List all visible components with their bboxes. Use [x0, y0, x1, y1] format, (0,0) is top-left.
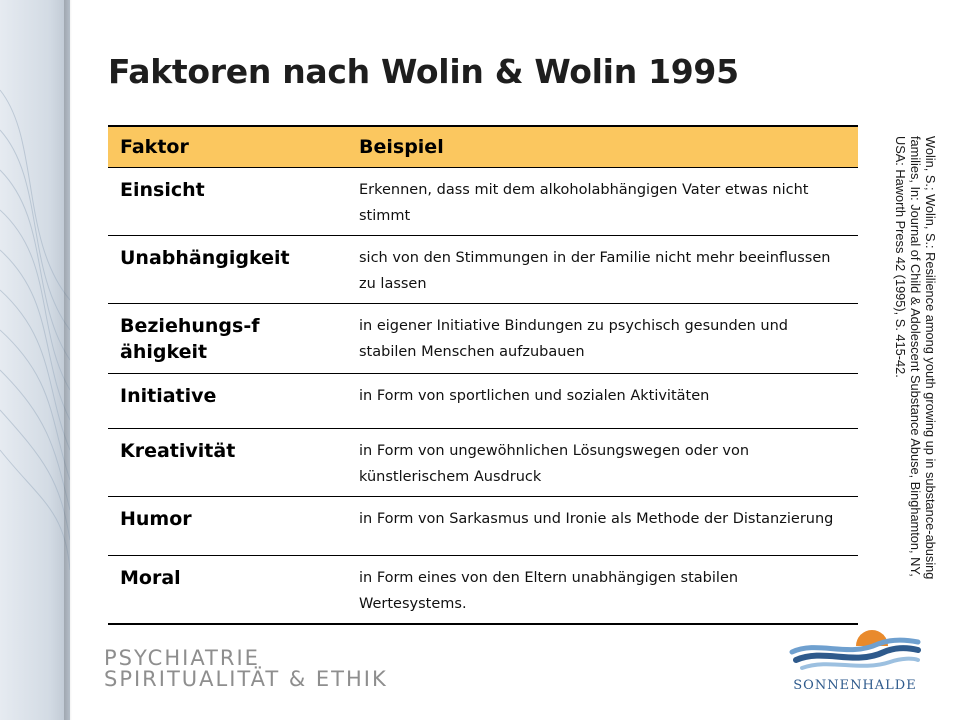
table-header-row: [108, 126, 858, 168]
decorative-sidebar: [0, 0, 70, 720]
table-row: [108, 168, 858, 236]
table-row: [108, 304, 858, 374]
example-cell: in eigener Initiative Bindungen zu psychisch gesunden und stabilen Menschen aufzubauen: [339, 304, 858, 374]
footer-line-1: PSYCHIATRIE: [104, 646, 260, 670]
factors-table: [108, 125, 858, 625]
factor-cell: Unabhängigkeit: [108, 236, 339, 304]
example-cell: in Form eines von den Eltern unabhängigen stabilen Wertesystems.: [339, 556, 858, 625]
table-row: [108, 497, 858, 556]
example-cell: in Form von sportlichen und sozialen Aktivitäten: [339, 374, 858, 429]
factor-cell: Kreativität: [108, 429, 339, 497]
factor-cell: Moral: [108, 556, 339, 625]
factor-cell: Humor: [108, 497, 339, 556]
citation-box: [878, 136, 938, 596]
slide-title: Faktoren nach Wolin & Wolin 1995: [108, 52, 739, 91]
sidebar-shadow: [64, 0, 72, 720]
table-row: [108, 556, 858, 625]
example-cell: Erkennen, dass mit dem alkoholabhängigen Vater etwas nicht stimmt: [339, 168, 858, 236]
sidebar-curves-graphic: [0, 0, 70, 720]
table-row: [108, 429, 858, 497]
example-cell: in Form von Sarkasmus und Ironie als Methode der Distanzierung: [339, 497, 858, 556]
table-row: [108, 374, 858, 429]
factor-cell: Einsicht: [108, 168, 339, 236]
logo-graphic-icon: [788, 618, 922, 678]
footer-line-2: SPIRITUALITÄT & ETHIK: [104, 667, 388, 691]
citation-text: Wolin, S.; Wolin, S.: Resilience among youth growing up in substance-abusing families, In: Journal of Child & Adolescent Substance Abuse, Binghamton, NY, USA: Haworth Press 42 (1995), S. 415-42.: [893, 136, 938, 580]
table-row: [108, 236, 858, 304]
factor-cell: Initiative: [108, 374, 339, 429]
footer-brand: [104, 648, 388, 690]
example-cell: sich von den Stimmungen in der Familie nicht mehr beeinflussen zu lassen: [339, 236, 858, 304]
example-cell: in Form von ungewöhnlichen Lösungswegen oder von künstlerischem Ausdruck: [339, 429, 858, 497]
factor-cell: [108, 304, 339, 374]
header-beispiel: Beispiel: [339, 126, 858, 168]
logo-wordmark: SONNENHALDE: [793, 678, 917, 693]
factor-label: Beziehungs-fähigkeit: [120, 315, 260, 363]
sonnenhalde-logo: [788, 618, 922, 698]
header-faktor: Faktor: [108, 126, 339, 168]
